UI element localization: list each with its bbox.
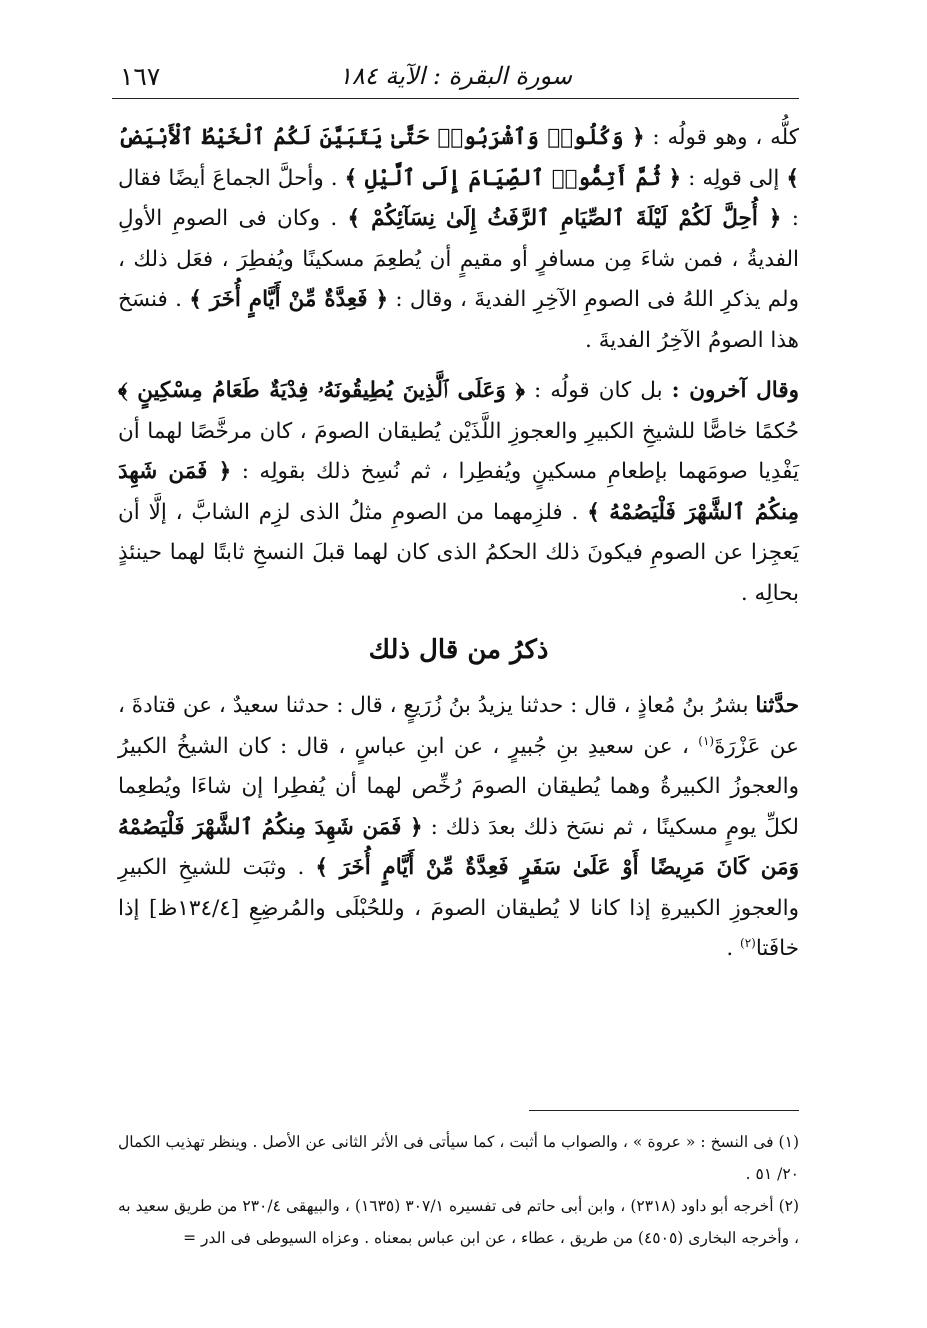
footnote-ref-1[interactable]: (١) — [698, 733, 715, 748]
text-segment: إلى قولِه : — [681, 165, 787, 191]
text-segment: . وكان فى الصومِ الأولِ الفديةُ ، فمن شاءَ مِن مسافرٍ أو مقيمٍ أن يُطعِمَ مسكينًا ويُفطِرَ ، فعَل ذلك ، ولم يذكرِ اللهُ فى الصومِ الآخِرِ الفديةَ ، وقال : — [118, 206, 799, 312]
text-segment: . فنسَخ هذا الصومُ الآخِرُ الفديةَ . — [118, 287, 799, 353]
main-text — [118, 118, 799, 970]
paragraph-narration — [118, 686, 799, 970]
text-segment: بل كان قولُه : — [524, 378, 672, 403]
footnotes — [118, 1126, 799, 1254]
text-segment: ، عن سعيدِ بنِ جُبيرٍ ، عن ابنِ عباسٍ ، قال : كان الشيخُ الكبيرُ والعجوزُ الكبيرةُ وهما يُطيقان الصومَ رُخِّص لهما أن يُفطِرا إن شاءَا ويُطعِما لكلِّ يومٍ مسكينًا ، ثم نسَخ ذلك بعدَ ذلك : — [118, 733, 799, 840]
footnote-2: (٢) أخرجه أبو داود (٢٣١٨) ، وابن أبى حاتم فى تفسيره ٣٠٧/١ (١٦٣٥) ، والبيهقى ٢٣٠/٤ من طريق سعيد به ، وأخرجه البخارى (٤٥٠٥) من طريق ، عطاء ، عن ابن عباس بمعناه . وعزاه السيوطى فى الدر = — [118, 1197, 800, 1247]
paragraph-first-opinion — [118, 118, 799, 361]
text-segment: بشرُ بنُ مُعاذٍ ، قال : حدثنا يزيدُ بنُ زُرَيعٍ ، قال : حدثنا سعيدٌ ، عن قتادةَ ، عن عَزْرَةَ — [118, 693, 800, 759]
quran-verse: ﴿ وَكُلُوا۟ وَٱشْرَبُوا۟ حَتَّىٰ يَتَبَيَّنَ لَكُمُ ٱلْخَيْطُ ٱلْأَبْيَضُ ﴾ — [118, 125, 799, 191]
text-segment: . — [726, 936, 740, 961]
page-header — [112, 58, 799, 99]
text-segment: . وثبَت للشيخِ الكبيرِ والعجوزِ الكبيرةِ إذا كانا لا يُطيقان الصومَ ، وللحُبْلَى والمُرضِعِ [١٣٤/٤ظ] إذا خافَتا — [118, 855, 799, 961]
text-segment: كلُّه ، وهو قولُه : — [644, 125, 799, 150]
lead-phrase: حدَّثنا — [755, 693, 799, 718]
quran-verse: ﴿ وَعَلَى ٱلَّذِينَ يُطِيقُونَهُۥ فِدْيَةٌ طَعَامُ مِسْكِينٍ ﴾ — [118, 378, 525, 403]
text-segment: حُكمًا خاصًّا للشيخِ الكبيرِ والعجوزِ اللَّذَيْن يُطيقان الصومَ ، كان مرخَّصًا لهما أن يَفْدِيا صومَهما بإطعامِ مسكينٍ ويُفطِرا ، ثم نُسِخ ذلك بقولِه : — [118, 418, 799, 484]
quran-verse: ﴿ فَعِدَّةٌ مِّنْ أَيَّامٍ أُخَرَ ﴾ — [189, 287, 389, 312]
footnote-ref-2[interactable]: (٢) — [740, 935, 756, 950]
quran-verse: ﴿ أُحِلَّ لَكُمْ لَيْلَةَ ٱلصِّيَامِ ٱلرَّفَثُ إِلَىٰ نِسَآئِكُمْ ﴾ — [347, 206, 782, 231]
footnote-1: (١) فى النسخ : « عروة » ، والصواب ما أثبت ، كما سيأتى فى الأثر الثانى عن الأصل . وينظر تهذيب الكمال ٢٠/ ٥١ . — [118, 1133, 799, 1183]
footnote-divider — [529, 1110, 799, 1111]
text-segment: . وأحلَّ الجماعَ أيضًا فقال : — [118, 165, 799, 231]
running-title: سورة البقرة : الآية ١٨٤ — [338, 62, 573, 90]
lead-phrase: وقال آخرون : — [671, 378, 800, 403]
quran-verse: ﴿ ثُمَّ أَتِمُّوا۟ ٱلصِّيَامَ إِلَى ٱلَّيْلِ ﴾ — [344, 165, 682, 191]
quran-verse: ﴿ فَمَن شَهِدَ مِنكُمُ ٱلشَّهْرَ فَلْيَصُمْهُ ﴾ — [118, 459, 799, 525]
text-segment: . فلزِمهما من الصومِ مثلُ الذى لزِم الشابَّ ، إلَّا أن يَعجِزا عن الصومِ فيكونَ ذلك الحكمُ الذى كان لهما قبلَ النسخِ ثابتًا لهما حينئذٍ بحالِه . — [118, 499, 799, 606]
page-number: ١٦٧ — [120, 62, 161, 91]
section-heading: ذكرُ من قال ذلك — [368, 635, 549, 665]
quran-verse: ﴿ فَمَن شَهِدَ مِنكُمُ ٱلشَّهْرَ فَلْيَصُمْهُ وَمَن كَانَ مَرِيضًا أَوْ عَلَىٰ سَفَرٍ فَعِدَّةٌ مِّنْ أَيَّامٍ أُخَرَ ﴾ — [118, 814, 799, 880]
paragraph-second-opinion — [118, 371, 799, 614]
